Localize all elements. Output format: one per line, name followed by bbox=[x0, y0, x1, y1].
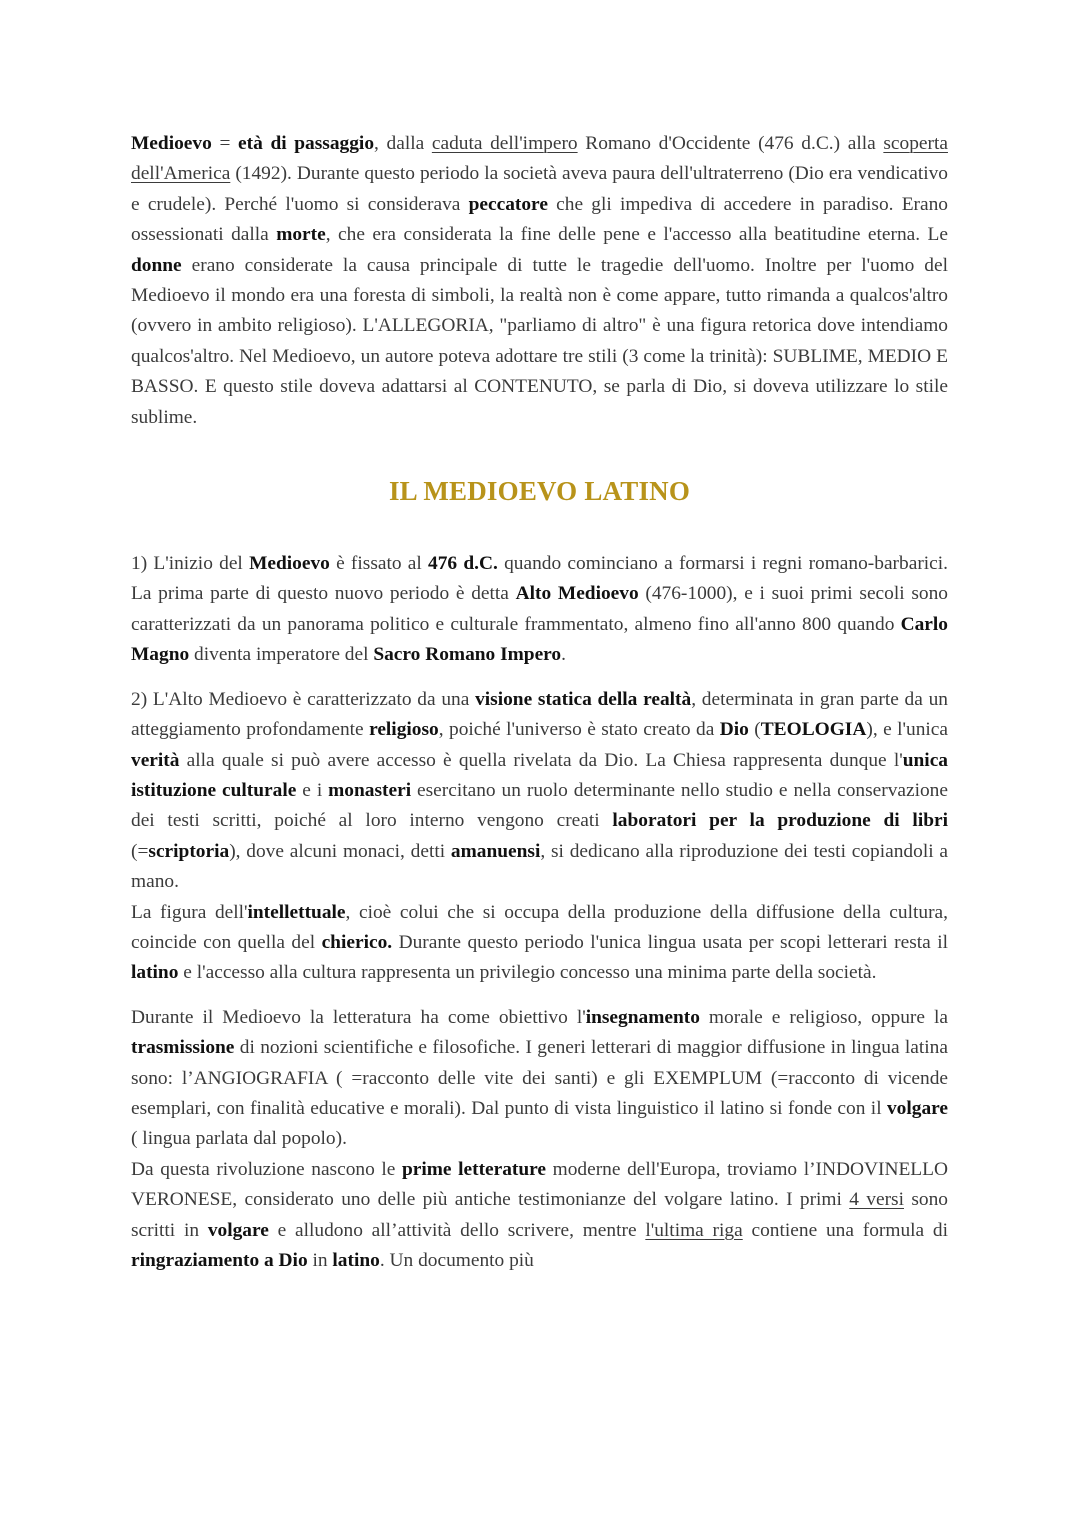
intro-paragraph: Medioevo = età di passaggio, dalla caduta dell'impero Romano d'Occidente (476 d.C.) alla scoperta dell'America (1492). Durante questo periodo la società aveva paura dell'ultraterreno (Dio era vendicativo e crudele). Perché l'uomo si considerava peccatore che gli impediva di accedere in paradiso. Erano ossessionati dalla morte, che era considerata la fine delle pene e l'accesso alla beatitudine eterna. Le donne erano considerate la causa principale di tutte le tragedie dell'uomo. Inoltre per l'uomo del Medioevo il mondo era una foresta di simboli, la realtà non è come appare, tutto rimanda a qualcos'altro (ovvero in ambito religioso). L'ALLEGORIA, "parliamo di altro" è una figura retorica dove intendiamo qualcos'altro. Nel Medioevo, un autore poteva adottare tre stili (3 come la trinità): SUBLIME, MEDIO E BASSO. E questo stile doveva adattarsi al CONTENUTO, se parla di Dio, si doveva utilizzare lo stile sublime. bbox=[131, 133, 949, 428]
paragraph-2: 2) L'Alto Medioevo è caratterizzato da una visione statica della realtà, determinata in gran parte da un atteggiamento profondamente religioso, poiché l'universo è stato creato da Dio (TEOLOGIA), e l'unica verità alla quale si può avere accesso è quella rivelata da Dio. La Chiesa rappresenta dunque l'unica istituzione culturale e i monasteri esercitano un ruolo determinante nello studio e nella conservazione dei testi scritti, poiché al loro interno vengono creati laboratori per la produzione di libri (=scriptoria), dove alcuni monaci, detti amanuensi, si dedicano alla riproduzione dei testi copiandoli a mano. bbox=[131, 688, 949, 893]
document-page bbox=[131, 129, 948, 1276]
paragraph-3: La figura dell'intellettuale, cioè colui che si occupa della produzione della diffusione della cultura, coincide con quella del chierico. Durante questo periodo l'unica lingua usata per scopi letterari resta il latino e l'accesso alla cultura rappresenta un privilegio concesso una minima parte della società. bbox=[131, 901, 948, 984]
paragraph-4: Durante il Medioevo la letteratura ha come obiettivo l'insegnamento morale e religioso, oppure la trasmissione di nozioni scientifiche e filosofiche. I generi letterari di maggior diffusione in lingua latina sono: l’ANGIOGRAFIA ( =racconto delle vite dei santi) e gli EXEMPLUM (=racconto di vicende esemplari, con finalità educative e morali). Dal punto di vista linguistico il latino si fonde con il volgare ( lingua parlata dal popolo). bbox=[131, 1006, 948, 1150]
paragraph-1: 1) L'inizio del Medioevo è fissato al 476 d.C. quando cominciano a formarsi i regni romano-barbarici. La prima parte di questo nuovo periodo è detta Alto Medioevo (476-1000), e i suoi primi secoli sono caratterizzati da un panorama politico e culturale frammentato, almeno fino all'anno 800 quando Carlo Magno diventa imperatore del Sacro Romano Impero. bbox=[131, 553, 949, 666]
section-heading: IL MEDIOEVO LATINO bbox=[388, 476, 691, 507]
paragraph-5: Da questa rivoluzione nascono le prime letterature moderne dell'Europa, troviamo l’INDOVINELLO VERONESE, considerato uno delle più antiche testimonianze del volgare latino. I primi 4 versi sono scritti in volgare e alludono all’attività dello scrivere, mentre l'ultima riga contiene una formula di ringraziamento a Dio in latino. Un documento più bbox=[131, 1158, 949, 1271]
